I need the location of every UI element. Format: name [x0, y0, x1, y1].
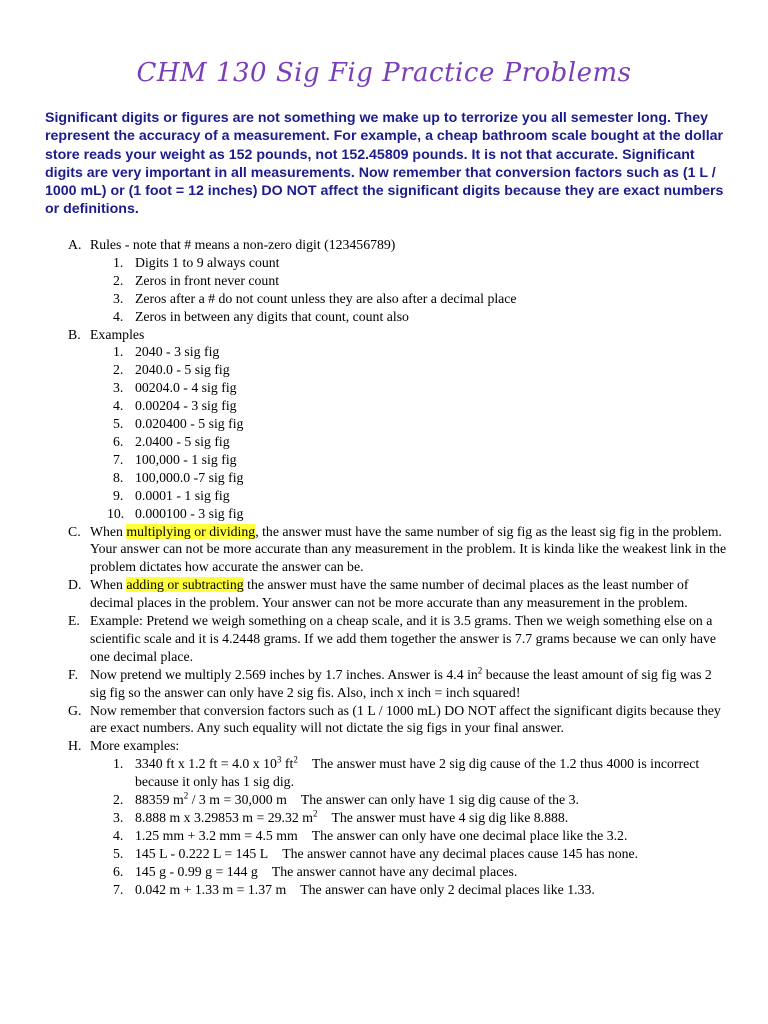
list-item	[113, 827, 728, 845]
list-item	[113, 361, 728, 379]
examples-list	[68, 343, 728, 522]
item-text: 0.00204 - 3 sig fig	[135, 398, 237, 414]
item-text	[135, 827, 728, 845]
section-e-text: Example: Pretend we weigh something on a cheap scale, and it is 3.5 grams. Then we weigh something else on a scientific scale and it is 4.2448 grams. If we add them together the answer is 7.7 grams because we can only have one decimal place.	[90, 613, 717, 664]
equation: 8.888 m x 3.29853 m = 29.32 m	[135, 810, 313, 825]
item-number: 4.	[113, 827, 124, 843]
item-number: 6.	[113, 433, 124, 449]
item-number: 2.	[113, 362, 124, 378]
section-h-text: More examples:	[90, 738, 180, 754]
equation: 88359 m	[135, 792, 184, 808]
equation: 1.25 mm + 3.2 mm = 4.5 mm	[135, 827, 298, 843]
item-number: 10.	[107, 505, 125, 521]
section-f	[68, 666, 728, 702]
equation: / 3 m = 30,000 m	[188, 792, 287, 808]
section-b	[68, 326, 728, 344]
text-run: the answer must have the same number of decimal places as the least number of decimal places in the problem. Your answer can not be more accurate than any measurement in the problem.	[90, 577, 689, 611]
text-run: When	[90, 577, 127, 593]
item-number: 9.	[113, 487, 124, 503]
item-text: 2040 - 3 sig fig	[135, 344, 220, 360]
explanation: The answer must have 2 sig dig cause of the 1.2 thus 4000 is incorrect because it only has 1 sig dig.	[135, 756, 700, 790]
item-text	[135, 791, 728, 809]
item-text: 100,000.0 -7 sig fig	[135, 469, 244, 485]
list-item	[113, 415, 728, 433]
text-run: because the least amount of sig fig was 2 sig fig so the answer can only have 2 sig fis. Also, inch x inch = inch squared!	[90, 666, 712, 700]
item-text: 00204.0 - 4 sig fig	[135, 380, 237, 396]
section-g-text: Now remember that conversion factors such as (1 L / 1000 mL) DO NOT affect the significant digits because they are exact numbers. Any such equality will not dictate the sig figs in your final answer.	[90, 702, 721, 736]
text-run: Now pretend we multiply 2.569 inches by 1.7 inches. Answer is 4.4 in	[90, 666, 478, 682]
section-h	[68, 737, 728, 755]
list-item	[113, 308, 728, 326]
item-text: 2.0400 - 5 sig fig	[135, 433, 230, 449]
list-item	[113, 755, 728, 791]
section-d	[68, 576, 728, 612]
list-item	[113, 487, 728, 505]
superscript: 2	[183, 790, 189, 801]
explanation: The answer must have 4 sig dig like 8.888.	[331, 810, 569, 825]
list-item	[113, 451, 728, 469]
outline-list	[68, 236, 728, 899]
item-number: 5.	[113, 416, 124, 432]
equation: ft	[281, 756, 294, 772]
list-item	[113, 290, 728, 308]
item-number: 5.	[113, 845, 124, 861]
equation: 0.042 m + 1.33 m = 1.37 m	[135, 881, 287, 897]
item-text: Digits 1 to 9 always count	[135, 254, 280, 270]
list-item	[113, 809, 728, 827]
text-run: , the answer must have the same number of sig fig as the least sig fig in the problem. Your answer can not be more accurate than any measurement in the problem. It is kinda like the weakest link in the problem dictates how accurate the answer can be.	[90, 523, 727, 575]
intro-paragraph: Significant digits or figures are not something we make up to terrorize you all semester long. They represent the accuracy of a measurement. For example, a cheap bathroom scale bought at the dollar store reads your weight as 152 pounds, not 152.45809 pounds. It is not that accurate. Significant digits are very important in all measurements. Now remember that conversion factors such as (1 L / 1000 mL) or (1 foot = 12 inches) DO NOT affect the significant digits because they are exact numbers or definitions.	[45, 110, 724, 218]
highlighted-phrase: adding or subtracting	[126, 577, 244, 593]
item-text: 100,000 - 1 sig fig	[135, 451, 237, 467]
section-letter: C.	[68, 523, 81, 539]
section-letter: G.	[68, 702, 82, 718]
list-item	[113, 863, 728, 881]
item-number: 4.	[113, 308, 124, 324]
explanation: The answer can only have one decimal place like the 3.2.	[311, 827, 628, 843]
rules-list	[68, 254, 728, 326]
list-item	[113, 397, 728, 415]
section-letter: B.	[68, 326, 81, 342]
item-text: Zeros after a # do not count unless they are also after a decimal place	[135, 290, 517, 306]
section-a	[68, 236, 728, 254]
item-number: 8.	[113, 469, 124, 485]
item-number: 7.	[113, 881, 124, 897]
list-item	[113, 379, 728, 397]
equation: 145 g - 0.99 g = 144 g	[135, 863, 258, 879]
item-text: Zeros in between any digits that count, count also	[135, 308, 409, 324]
section-d-text	[90, 576, 728, 612]
item-number: 2.	[113, 792, 124, 808]
section-b-text: Examples	[90, 326, 145, 342]
section-letter: D.	[68, 577, 82, 593]
superscript: 2	[312, 808, 318, 819]
item-text	[135, 755, 728, 791]
list-item	[113, 254, 728, 272]
superscript: 2	[477, 665, 483, 676]
item-number: 7.	[113, 451, 124, 467]
explanation: The answer can have only 2 decimal places like 1.33.	[300, 881, 595, 897]
explanation: The answer can only have 1 sig dig cause of the 3.	[300, 792, 579, 808]
item-text	[135, 809, 728, 827]
item-text	[135, 845, 728, 863]
list-item	[113, 881, 728, 899]
list-item	[113, 791, 728, 809]
equation: 3340 ft x 1.2 ft = 4.0 x 10	[135, 756, 277, 772]
item-number: 3.	[113, 380, 124, 396]
superscript: 3	[276, 754, 282, 765]
item-number: 3.	[113, 290, 124, 306]
section-f-text	[90, 666, 728, 702]
item-number: 4.	[113, 398, 124, 414]
text-run: When	[90, 523, 127, 539]
section-c-text	[90, 523, 728, 577]
item-text	[135, 863, 728, 881]
item-number: 3.	[113, 810, 124, 825]
item-number: 6.	[113, 863, 124, 879]
item-text: Zeros in front never count	[135, 272, 280, 288]
section-letter: E.	[68, 613, 80, 629]
item-number: 2.	[113, 272, 124, 288]
item-text	[135, 881, 728, 899]
item-text: 2040.0 - 5 sig fig	[135, 362, 230, 378]
item-number: 1.	[113, 344, 124, 360]
item-number: 1.	[113, 756, 124, 772]
highlighted-phrase: multiplying or dividing	[126, 523, 256, 539]
item-text: 0.000100 - 3 sig fig	[135, 505, 244, 521]
item-text: 0.020400 - 5 sig fig	[135, 416, 244, 432]
page-title: CHM 130 Sig Fig Practice Problems	[136, 58, 632, 88]
list-item	[107, 505, 728, 523]
section-letter: F.	[68, 666, 79, 682]
section-e	[68, 612, 728, 666]
equation: 145 L - 0.222 L = 145 L	[135, 845, 269, 861]
item-text: 0.0001 - 1 sig fig	[135, 487, 230, 503]
explanation: The answer cannot have any decimal places.	[271, 863, 518, 879]
list-item	[113, 272, 728, 290]
list-item	[113, 433, 728, 451]
section-letter: H.	[68, 738, 82, 754]
superscript: 2	[293, 754, 298, 765]
section-c	[68, 523, 728, 577]
section-letter: A.	[68, 237, 82, 252]
list-item	[113, 469, 728, 487]
section-a-text: Rules - note that # means a non-zero digit (123456789)	[90, 237, 396, 252]
list-item	[113, 343, 728, 361]
list-item	[113, 845, 728, 863]
explanation: The answer cannot have any decimal places cause 145 has none.	[282, 845, 639, 861]
more-examples-list	[68, 755, 728, 898]
section-g	[68, 702, 728, 738]
item-number: 1.	[113, 254, 124, 270]
